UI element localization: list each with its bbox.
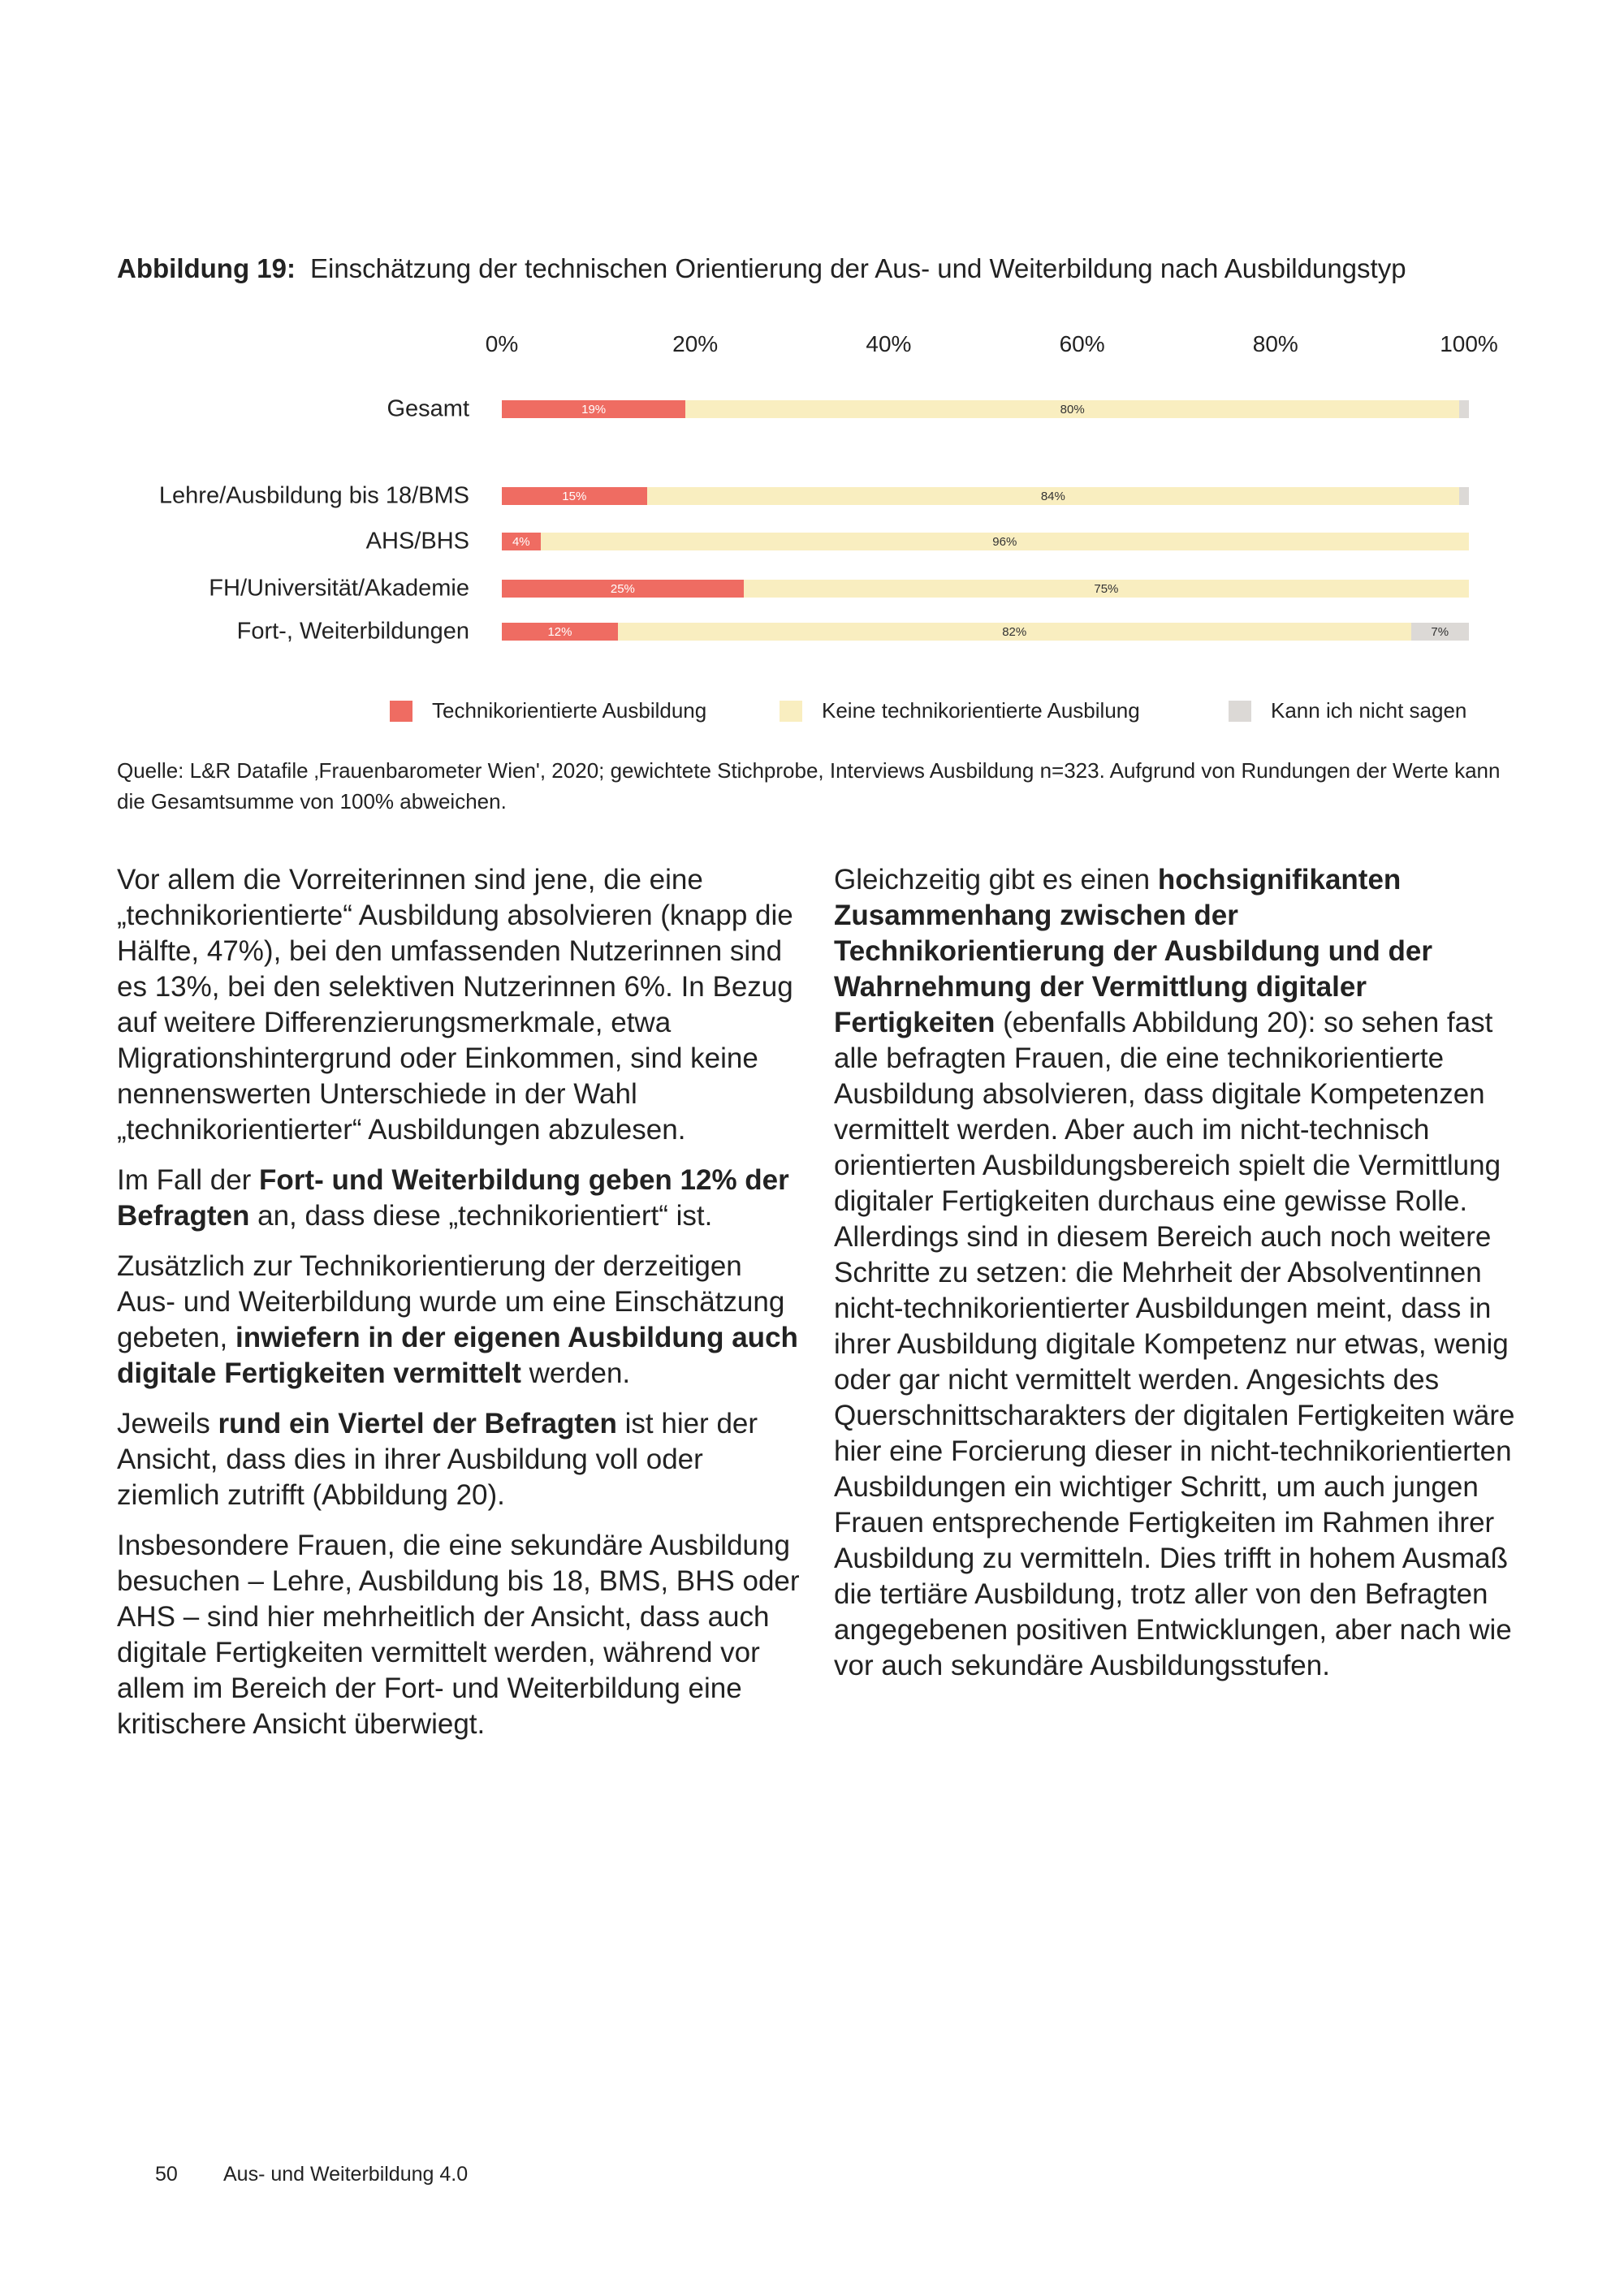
data-label: 7% xyxy=(1431,624,1449,639)
x-tick-label: 100% xyxy=(1440,331,1498,356)
legend-label: Kann ich nicht sagen xyxy=(1271,698,1467,723)
bold-text: Fort- und Weiterbildung geben 12% der Befragten xyxy=(117,1164,789,1232)
text-segment: an, dass diese „technikorientiert“ ist. xyxy=(249,1200,713,1232)
paragraph xyxy=(117,1163,803,1234)
data-label: 80% xyxy=(1060,402,1085,416)
paragraph xyxy=(834,862,1516,1684)
text-segment: Im Fall der xyxy=(117,1164,260,1196)
data-label: 19% xyxy=(581,402,607,416)
figure-caption: Einschätzung der technischen Orientierung der Aus- und Weiterbildung nach Ausbildungstyp xyxy=(309,253,1406,283)
category-label: FH/Universität/Akademie xyxy=(209,575,469,602)
category-label: AHS/BHS xyxy=(365,528,469,555)
data-label: 4% xyxy=(512,534,530,549)
x-tick-label: 60% xyxy=(1059,331,1105,356)
figure-label: Abbildung 19: xyxy=(117,253,296,283)
footer-title: Aus- und Weiterbildung 4.0 xyxy=(223,2163,469,2186)
bold-text: inwiefern in der eigenen Ausbildung auch digitale Fertigkeiten vermittelt xyxy=(117,1322,798,1389)
legend-label: Technikorientierte Ausbildung xyxy=(432,698,707,723)
legend-item-keine-technik xyxy=(780,698,1140,723)
category-label: Gesamt xyxy=(387,395,469,422)
legend-item-kann-nicht-sagen xyxy=(1229,698,1466,723)
x-tick-label: 40% xyxy=(866,331,912,356)
bold-text: hochsignifikanten Zusammenhang zwischen der Technikorientierung der Ausbildung und der Wahrnehmung der Vermittlung digitaler Fertigkeiten xyxy=(834,864,1432,1038)
text-segment: ist hier der Ansicht, dass dies in ihrer Ausbildung voll oder ziemlich zutrifft (Abbildung 20). xyxy=(117,1408,758,1511)
paragraph xyxy=(117,1249,803,1392)
legend-item-technik xyxy=(390,698,706,723)
data-label: 12% xyxy=(547,624,572,639)
text-segment: Gleichzeitig gibt es einen xyxy=(834,864,1158,896)
paragraph xyxy=(117,862,803,1148)
bar-segment xyxy=(502,623,618,641)
paragraph xyxy=(117,1406,803,1513)
bar-segment xyxy=(1459,487,1469,505)
bar-segment xyxy=(502,580,744,598)
x-tick-label: 0% xyxy=(485,331,519,356)
page-number: 50 xyxy=(155,2163,178,2186)
legend-swatch xyxy=(390,701,412,722)
bar-segment xyxy=(744,580,1469,598)
x-tick-label: 20% xyxy=(672,331,719,356)
right-text-column xyxy=(834,862,1516,1698)
category-label: Fort-, Weiterbildungen xyxy=(236,618,469,645)
data-label: 15% xyxy=(562,489,587,503)
legend-swatch xyxy=(780,701,802,722)
bar-segment xyxy=(502,533,541,550)
left-text-column xyxy=(117,862,803,1757)
bar-segment xyxy=(502,400,685,418)
paragraph xyxy=(117,1528,803,1742)
bar-segment xyxy=(1411,623,1469,641)
bar-segment xyxy=(647,487,1459,505)
data-label: 96% xyxy=(992,534,1017,549)
text-segment: werden. xyxy=(520,1357,631,1389)
legend-swatch xyxy=(1229,701,1251,722)
data-label: 75% xyxy=(1094,581,1119,596)
bar-segment xyxy=(502,487,647,505)
bold-text: rund ein Viertel der Befragten xyxy=(218,1408,617,1439)
data-label: 84% xyxy=(1040,489,1065,503)
data-label: 82% xyxy=(1002,624,1027,639)
data-label: 25% xyxy=(610,581,635,596)
bar-segment xyxy=(541,533,1469,550)
text-segment: Vor allem die Vorreiterinnen sind jene, die eine „technikorientierte“ Ausbildung absolvieren (knapp die Hälfte, 47%), bei den umfassenden Nutzerinnen sind es 13%, bei den selektiven Nutzerinnen 6%. In Bezug auf weitere Differenzierungsmerkmale, etwa Migrationshintergrund oder Einkommen, sind keine nennenswerten Unterschiede in der Wahl „technikorientierter“ Ausbildungen abzulesen. xyxy=(117,864,793,1146)
text-segment: Jeweils xyxy=(117,1408,218,1439)
text-segment: (ebenfalls Abbildung 20): so sehen fast alle befragten Frauen, die eine technikorientierte Ausbildung absolvieren, dass digitale Kompetenzen vermittelt werden. Aber auch im nicht-technisch orientierten Ausbildungsbereich spielt die Vermittlung digitaler Fertigkeiten durchaus eine gewisse Rolle. Allerdings sind in diesem Bereich auch noch weitere Schritte zu setzen: die Mehrheit der Absolventinnen nicht-technikorientierter Ausbildungen meint, dass in ihrer Ausbildung digitale Kompetenz nur etwas, wenig oder gar nicht vermittelt werden. Angesichts des Querschnittscharakters der digitalen Fertigkeiten wäre hier eine Forcierung dieser in nicht-technikorientierten Ausbildungen ein wichtiger Schritt, um auch jungen Frauen entsprechende Fertigkeiten im Rahmen ihrer Ausbildung zu vermitteln. Dies trifft in hohem Ausmaß die tertiäre Ausbildung, trotz aller von den Befragten angegebenen positiven Entwicklungen, aber nach wie vor auch sekundäre Ausbildungsstufen. xyxy=(834,1007,1515,1681)
source-note: Quelle: L&R Datafile ‚Frauenbarometer Wien', 2020; gewichtete Stichprobe, Interviews Ausbildung n=323. Aufgrund von Rundungen der Werte kann die Gesamtsumme von 100% abweichen. xyxy=(117,758,1501,814)
category-label: Lehre/Ausbildung bis 18/BMS xyxy=(158,482,469,509)
legend-label: Keine technikorientierte Ausbilung xyxy=(822,698,1140,723)
text-segment: Zusätzlich zur Technikorientierung der derzeitigen Aus- und Weiterbildung wurde um eine Einschätzung gebeten, xyxy=(117,1250,785,1353)
x-tick-label: 80% xyxy=(1252,331,1298,356)
bar-segment xyxy=(618,623,1411,641)
bar-segment xyxy=(1459,400,1469,418)
text-segment: Insbesondere Frauen, die eine sekundäre Ausbildung besuchen – Lehre, Ausbildung bis 18, BMS, BHS oder AHS – sind hier mehrheitlich der Ansicht, dass auch digitale Fertigkeiten vermittelt werden, während vor allem im Bereich der Fort- und Weiterbildung eine kritischere Ansicht überwiegt. xyxy=(117,1530,800,1740)
bar-segment xyxy=(685,400,1459,418)
figure-title xyxy=(117,253,1406,284)
